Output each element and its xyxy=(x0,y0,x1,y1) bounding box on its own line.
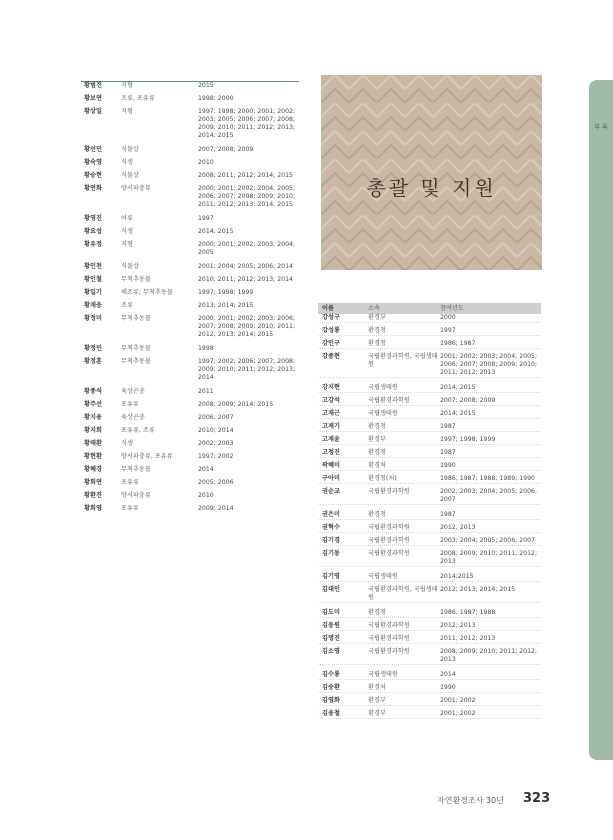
cell-years: 2010 xyxy=(198,492,214,499)
cell-affil: 환경청 xyxy=(368,609,386,616)
table-row xyxy=(318,436,541,445)
cell-affil: 국립환경과학원, 국립생태원 xyxy=(368,353,438,368)
cell-years: 1997; 2002; 2006; 2007; 2008; 2009; 2010; 2011; 2012; 2013; 2014 xyxy=(198,358,296,381)
cell-years: 2009; 2014 xyxy=(198,505,234,512)
cell-affil: 환경청 xyxy=(368,340,386,347)
table-row xyxy=(318,537,541,546)
cell-years: 1987 xyxy=(440,511,456,518)
cell-affil: 국립생태원 xyxy=(368,410,398,417)
table-row xyxy=(318,524,541,533)
cell-affil: 식물상 xyxy=(121,172,139,179)
cell-name: 황정미 xyxy=(84,315,102,322)
table-row xyxy=(81,345,299,353)
cell-name: 황태환 xyxy=(84,440,102,447)
cell-affil: 양서파충류 xyxy=(121,492,151,499)
cell-affil: 무척추동물 xyxy=(121,358,151,365)
cell-affil: 식물상 xyxy=(121,146,139,153)
cell-name: 고강석 xyxy=(322,397,340,404)
cell-years: 2011; 2012; 2013 xyxy=(440,635,496,642)
cell-affil: 식생 xyxy=(121,159,133,166)
cell-name: 고재근 xyxy=(322,410,340,417)
table-row xyxy=(81,302,299,310)
cell-years: 1997 xyxy=(198,215,214,222)
table-row xyxy=(318,462,541,471)
cell-years: 2008; 2009; 2014; 2015 xyxy=(198,401,274,408)
cell-years: 2010; 2014 xyxy=(198,427,234,434)
table-row xyxy=(81,505,299,513)
cell-name: 황종석 xyxy=(84,388,102,395)
header-years: 참여년도 xyxy=(440,305,464,312)
cell-affil: 환경처 xyxy=(368,462,386,469)
cell-name: 김소영 xyxy=(322,648,340,655)
header-affil: 소속 xyxy=(368,305,380,312)
table-row xyxy=(81,289,299,297)
cell-name: 황상일 xyxy=(84,108,102,115)
cell-name: 강성구 xyxy=(322,314,340,321)
page-number: 323 xyxy=(523,791,551,806)
cell-affil: 국립환경과학원 xyxy=(368,622,410,629)
table-row xyxy=(81,358,299,382)
cell-affil: 지형 xyxy=(121,241,133,248)
table-row xyxy=(318,340,541,349)
cell-affil: 환경부 xyxy=(368,314,386,321)
cell-years: 1987 xyxy=(440,423,456,430)
cell-name: 권은미 xyxy=(322,511,340,518)
cell-years: 2012; 2013 xyxy=(440,622,476,629)
cell-years: 2007; 2008; 2009 xyxy=(440,397,496,404)
cell-years: 1997 xyxy=(440,327,456,334)
cell-years: 2014; 2015 xyxy=(440,384,476,391)
cell-affil: 환경처 xyxy=(368,684,386,691)
table-row xyxy=(81,172,299,180)
cell-years: 1990 xyxy=(440,462,456,469)
cell-years: 1997; 1998; 1999 xyxy=(440,436,496,443)
left-participant-table xyxy=(81,81,299,513)
cell-years: 2003; 2004; 2005; 2006; 2007 xyxy=(440,537,535,544)
table-row xyxy=(81,427,299,435)
cell-years: 2000; 2001; 2002; 2004; 2005; 2006; 2007; 2008; 2009; 2010; 2011; 2012; 2013; 2014; 2015 xyxy=(198,185,296,208)
table-row xyxy=(318,410,541,419)
cell-affil: 환경부 xyxy=(368,436,386,443)
table-row xyxy=(318,609,541,618)
cell-affil: 조류, 포유류 xyxy=(121,95,155,102)
cell-name: 황지용 xyxy=(84,414,102,421)
cell-name: 김도미 xyxy=(322,609,340,616)
table-row xyxy=(318,397,541,406)
table-row xyxy=(318,671,541,680)
table-row xyxy=(81,241,299,257)
cell-affil: 환경청 xyxy=(368,327,386,334)
cell-affil: 양서파충류 xyxy=(121,185,151,192)
table-row xyxy=(81,263,299,271)
cell-name: 황환진 xyxy=(84,492,102,499)
cell-name: 황연화 xyxy=(84,185,102,192)
table-row xyxy=(318,423,541,432)
cell-years: 2010 xyxy=(198,159,214,166)
cell-affil: 국립생태원 xyxy=(368,573,398,580)
table-row xyxy=(318,475,541,484)
cell-name: 황희영 xyxy=(84,505,102,512)
header-name: 이름 xyxy=(322,305,334,312)
table-row xyxy=(318,697,541,706)
cell-name: 황현환 xyxy=(84,453,102,460)
cell-affil: 국립생태원 xyxy=(368,671,398,678)
cell-years: 2012; 2013; 2014; 2015 xyxy=(440,586,516,593)
cell-affil: 포유류, 조류 xyxy=(121,427,155,434)
cell-affil: 환경부 xyxy=(368,710,386,717)
table-row xyxy=(81,466,299,474)
table-row xyxy=(318,684,541,693)
cell-name: 황인천 xyxy=(84,263,102,270)
table-row xyxy=(81,146,299,154)
cell-affil: 환경청 xyxy=(368,511,386,518)
table-row xyxy=(318,622,541,631)
cell-years: 1997; 1998; 2000; 2001; 2002; 2003; 2005; 2006; 2007; 2008; 2009; 2010; 2011; 2012; 2013; 2014; 2015 xyxy=(198,108,296,139)
footer-title: 자연환경조사 30년 xyxy=(437,796,504,805)
table-row xyxy=(81,401,299,409)
table-row xyxy=(318,648,541,665)
cell-name: 김기동 xyxy=(322,550,340,557)
table-row xyxy=(318,384,541,393)
cell-affil: 환경청 xyxy=(368,449,386,456)
cell-name: 고재윤 xyxy=(322,436,340,443)
table-row xyxy=(81,228,299,236)
cell-name: 황정민 xyxy=(84,345,102,352)
cell-years: 1997; 2002 xyxy=(198,453,234,460)
table-row xyxy=(81,453,299,461)
cell-years: 2002; 2003 xyxy=(198,440,234,447)
cell-affil: 국립환경과학원 xyxy=(368,537,410,544)
cell-name: 황승현 xyxy=(84,172,102,179)
cell-years: 2008; 2009; 2010; 2011; 2012; 2013 xyxy=(440,550,538,565)
cell-affil: 무척추동물 xyxy=(121,315,151,322)
cell-years: 2011 xyxy=(198,388,214,395)
cell-name: 황재웅 xyxy=(84,302,102,309)
cell-years: 2007; 2008; 2009 xyxy=(198,146,254,153)
cell-years: 2014; 2015 xyxy=(198,228,234,235)
cell-affil: 식물상 xyxy=(121,263,139,270)
cell-name: 강지현 xyxy=(322,384,340,391)
cell-years: 2001; 2002 xyxy=(440,697,476,704)
cell-affil: 국립환경과학원 xyxy=(368,648,410,655)
table-header xyxy=(318,303,541,314)
cell-name: 황일기 xyxy=(84,289,102,296)
cell-years: 2014 xyxy=(440,671,456,678)
cell-years: 2005; 2006 xyxy=(198,479,234,486)
cell-name: 김수룡 xyxy=(322,671,340,678)
cell-affil: 양서파충류, 포유류 xyxy=(121,453,173,460)
cell-years: 1998 xyxy=(198,345,214,352)
cell-years: 2001; 2004; 2005; 2006; 2014 xyxy=(198,263,293,270)
cell-years: 2012; 2013 xyxy=(440,524,476,531)
cell-years: 2014; 2015 xyxy=(440,410,476,417)
cell-name: 황유정 xyxy=(84,241,102,248)
cell-affil: 환경청 xyxy=(368,423,386,430)
table-row xyxy=(81,95,299,103)
cell-years: 1998; 2000 xyxy=(198,95,234,102)
table-row xyxy=(81,215,299,223)
cell-years: 2008; 2009; 2010; 2011; 2012; 2013 xyxy=(440,648,538,663)
cell-affil: 무척추동물 xyxy=(121,466,151,473)
table-row xyxy=(318,488,541,505)
table-row xyxy=(81,492,299,500)
cell-name: 김기영 xyxy=(322,573,340,580)
cell-years: 1987 xyxy=(440,449,456,456)
right-participant-table xyxy=(318,303,541,719)
cell-years: 1990 xyxy=(440,684,456,691)
cell-affil: 식생 xyxy=(121,228,133,235)
cell-years: 2001; 2002 xyxy=(440,710,476,717)
cell-years: 1986; 1987; 1988 xyxy=(440,609,496,616)
cell-name: 김동원 xyxy=(322,622,340,629)
cell-name: 황보연 xyxy=(84,95,102,102)
cell-affil: 식생 xyxy=(121,440,133,447)
cell-years: 2014 xyxy=(198,466,214,473)
cell-name: 구아미 xyxy=(322,475,340,482)
cell-name: 권순교 xyxy=(322,488,340,495)
cell-affil: 지형 xyxy=(121,108,133,115)
cell-affil: 무척추동물 xyxy=(121,345,151,352)
table-row xyxy=(318,327,541,336)
cell-name: 곽혜미 xyxy=(322,462,340,469)
table-row xyxy=(318,449,541,458)
cell-name: 강종현 xyxy=(322,353,340,360)
cell-years: 2001; 2002; 2003; 2004; 2005; 2006; 2007; 2008; 2009; 2010; 2011; 2012; 2013 xyxy=(440,353,538,376)
cell-years: 2000 xyxy=(440,314,456,321)
cell-years: 2013; 2014; 2015 xyxy=(198,302,254,309)
cell-name: 권혁수 xyxy=(322,524,340,531)
cell-name: 강성룡 xyxy=(322,327,340,334)
table-row xyxy=(81,414,299,422)
table-row xyxy=(318,550,541,567)
cell-affil: 국립환경과학원 xyxy=(368,524,410,531)
cell-affil: 국립생태원 xyxy=(368,384,398,391)
table-row xyxy=(81,185,299,209)
table-row xyxy=(81,108,299,140)
cell-name: 황요섭 xyxy=(84,228,102,235)
cell-name: 강인구 xyxy=(322,340,340,347)
table-row xyxy=(318,635,541,644)
cell-years: 2008; 2011; 2012; 2014; 2015 xyxy=(198,172,293,179)
cell-affil: 육상곤충 xyxy=(121,414,145,421)
section-title: 총괄 및 지원 xyxy=(366,176,497,200)
table-row xyxy=(81,479,299,487)
table-row xyxy=(81,159,299,167)
cell-affil: 환경부 xyxy=(368,697,386,704)
table-row xyxy=(81,82,299,90)
table-row xyxy=(81,388,299,396)
cell-affil: 국립환경과학원 xyxy=(368,488,410,495)
cell-years: 2015 xyxy=(198,82,214,89)
cell-affil: 지형 xyxy=(121,82,133,89)
cell-years: 2014;2015 xyxy=(440,573,474,580)
cell-name: 김용철 xyxy=(322,710,340,717)
cell-affil: 어류 xyxy=(121,215,133,222)
cell-name: 김영화 xyxy=(322,697,340,704)
cell-affil: 포유류 xyxy=(121,505,139,512)
cell-years: 2006; 2007 xyxy=(198,414,234,421)
cell-name: 고청진 xyxy=(322,449,340,456)
cell-years: 2000; 2001; 2002; 2003; 2004; 2005 xyxy=(198,241,296,256)
cell-affil: 육상곤충 xyxy=(121,388,145,395)
cell-name: 고재기 xyxy=(322,423,340,430)
cell-years: 1997; 1998; 1999 xyxy=(198,289,254,296)
cell-name: 황선민 xyxy=(84,146,102,153)
table-row xyxy=(318,511,541,520)
cell-name: 황정훈 xyxy=(84,358,102,365)
cell-name: 김기경 xyxy=(322,537,340,544)
cell-affil: 해조류; 무척추동물 xyxy=(121,289,173,296)
side-tab xyxy=(589,80,613,760)
table-row xyxy=(81,315,299,339)
table-row xyxy=(318,586,541,603)
cell-name: 황혜경 xyxy=(84,466,102,473)
cell-name: 김명진 xyxy=(322,635,340,642)
cell-name: 황지희 xyxy=(84,427,102,434)
cell-name: 황숙영 xyxy=(84,159,102,166)
cell-name: 황주선 xyxy=(84,401,102,408)
cell-affil: 무척추동물 xyxy=(121,276,151,283)
cell-affil: 포유류 xyxy=(121,401,139,408)
cell-name: 황영진 xyxy=(84,215,102,222)
side-tab-label: 부 록 xyxy=(594,124,608,131)
section-banner xyxy=(321,75,542,270)
table-row xyxy=(318,314,541,323)
cell-affil: 국립환경과학원 xyxy=(368,397,410,404)
cell-name: 황범진 xyxy=(84,82,102,89)
cell-name: 김대인 xyxy=(322,586,340,593)
cell-affil: 국립환경과학원 xyxy=(368,550,410,557)
cell-name: 황인철 xyxy=(84,276,102,283)
cell-name: 김승환 xyxy=(322,684,340,691)
cell-affil: 국립환경과학원 xyxy=(368,635,410,642)
cell-affil: 국립환경과학원, 국립생태원 xyxy=(368,586,438,601)
cell-name: 황회연 xyxy=(84,479,102,486)
cell-affil: 조류 xyxy=(121,302,133,309)
cell-affil: 환경청(처) xyxy=(368,475,397,482)
cell-affil: 포유류 xyxy=(121,479,139,486)
table-row xyxy=(81,276,299,284)
table-row xyxy=(318,573,541,582)
cell-years: 2010; 2011; 2012; 2013; 2014 xyxy=(198,276,293,283)
cell-years: 1986; 1987; 1988; 1989; 1990 xyxy=(440,475,535,482)
table-row xyxy=(318,353,541,378)
table-row xyxy=(318,710,541,719)
cell-years: 2000; 2001; 2002; 2003; 2006; 2007; 2008; 2009; 2010; 2011; 2012; 2013; 2014; 2015 xyxy=(198,315,296,338)
cell-years: 1986; 1987 xyxy=(440,340,476,347)
cell-years: 2002; 2003; 2004; 2005; 2006; 2007 xyxy=(440,488,538,503)
table-row xyxy=(81,440,299,448)
